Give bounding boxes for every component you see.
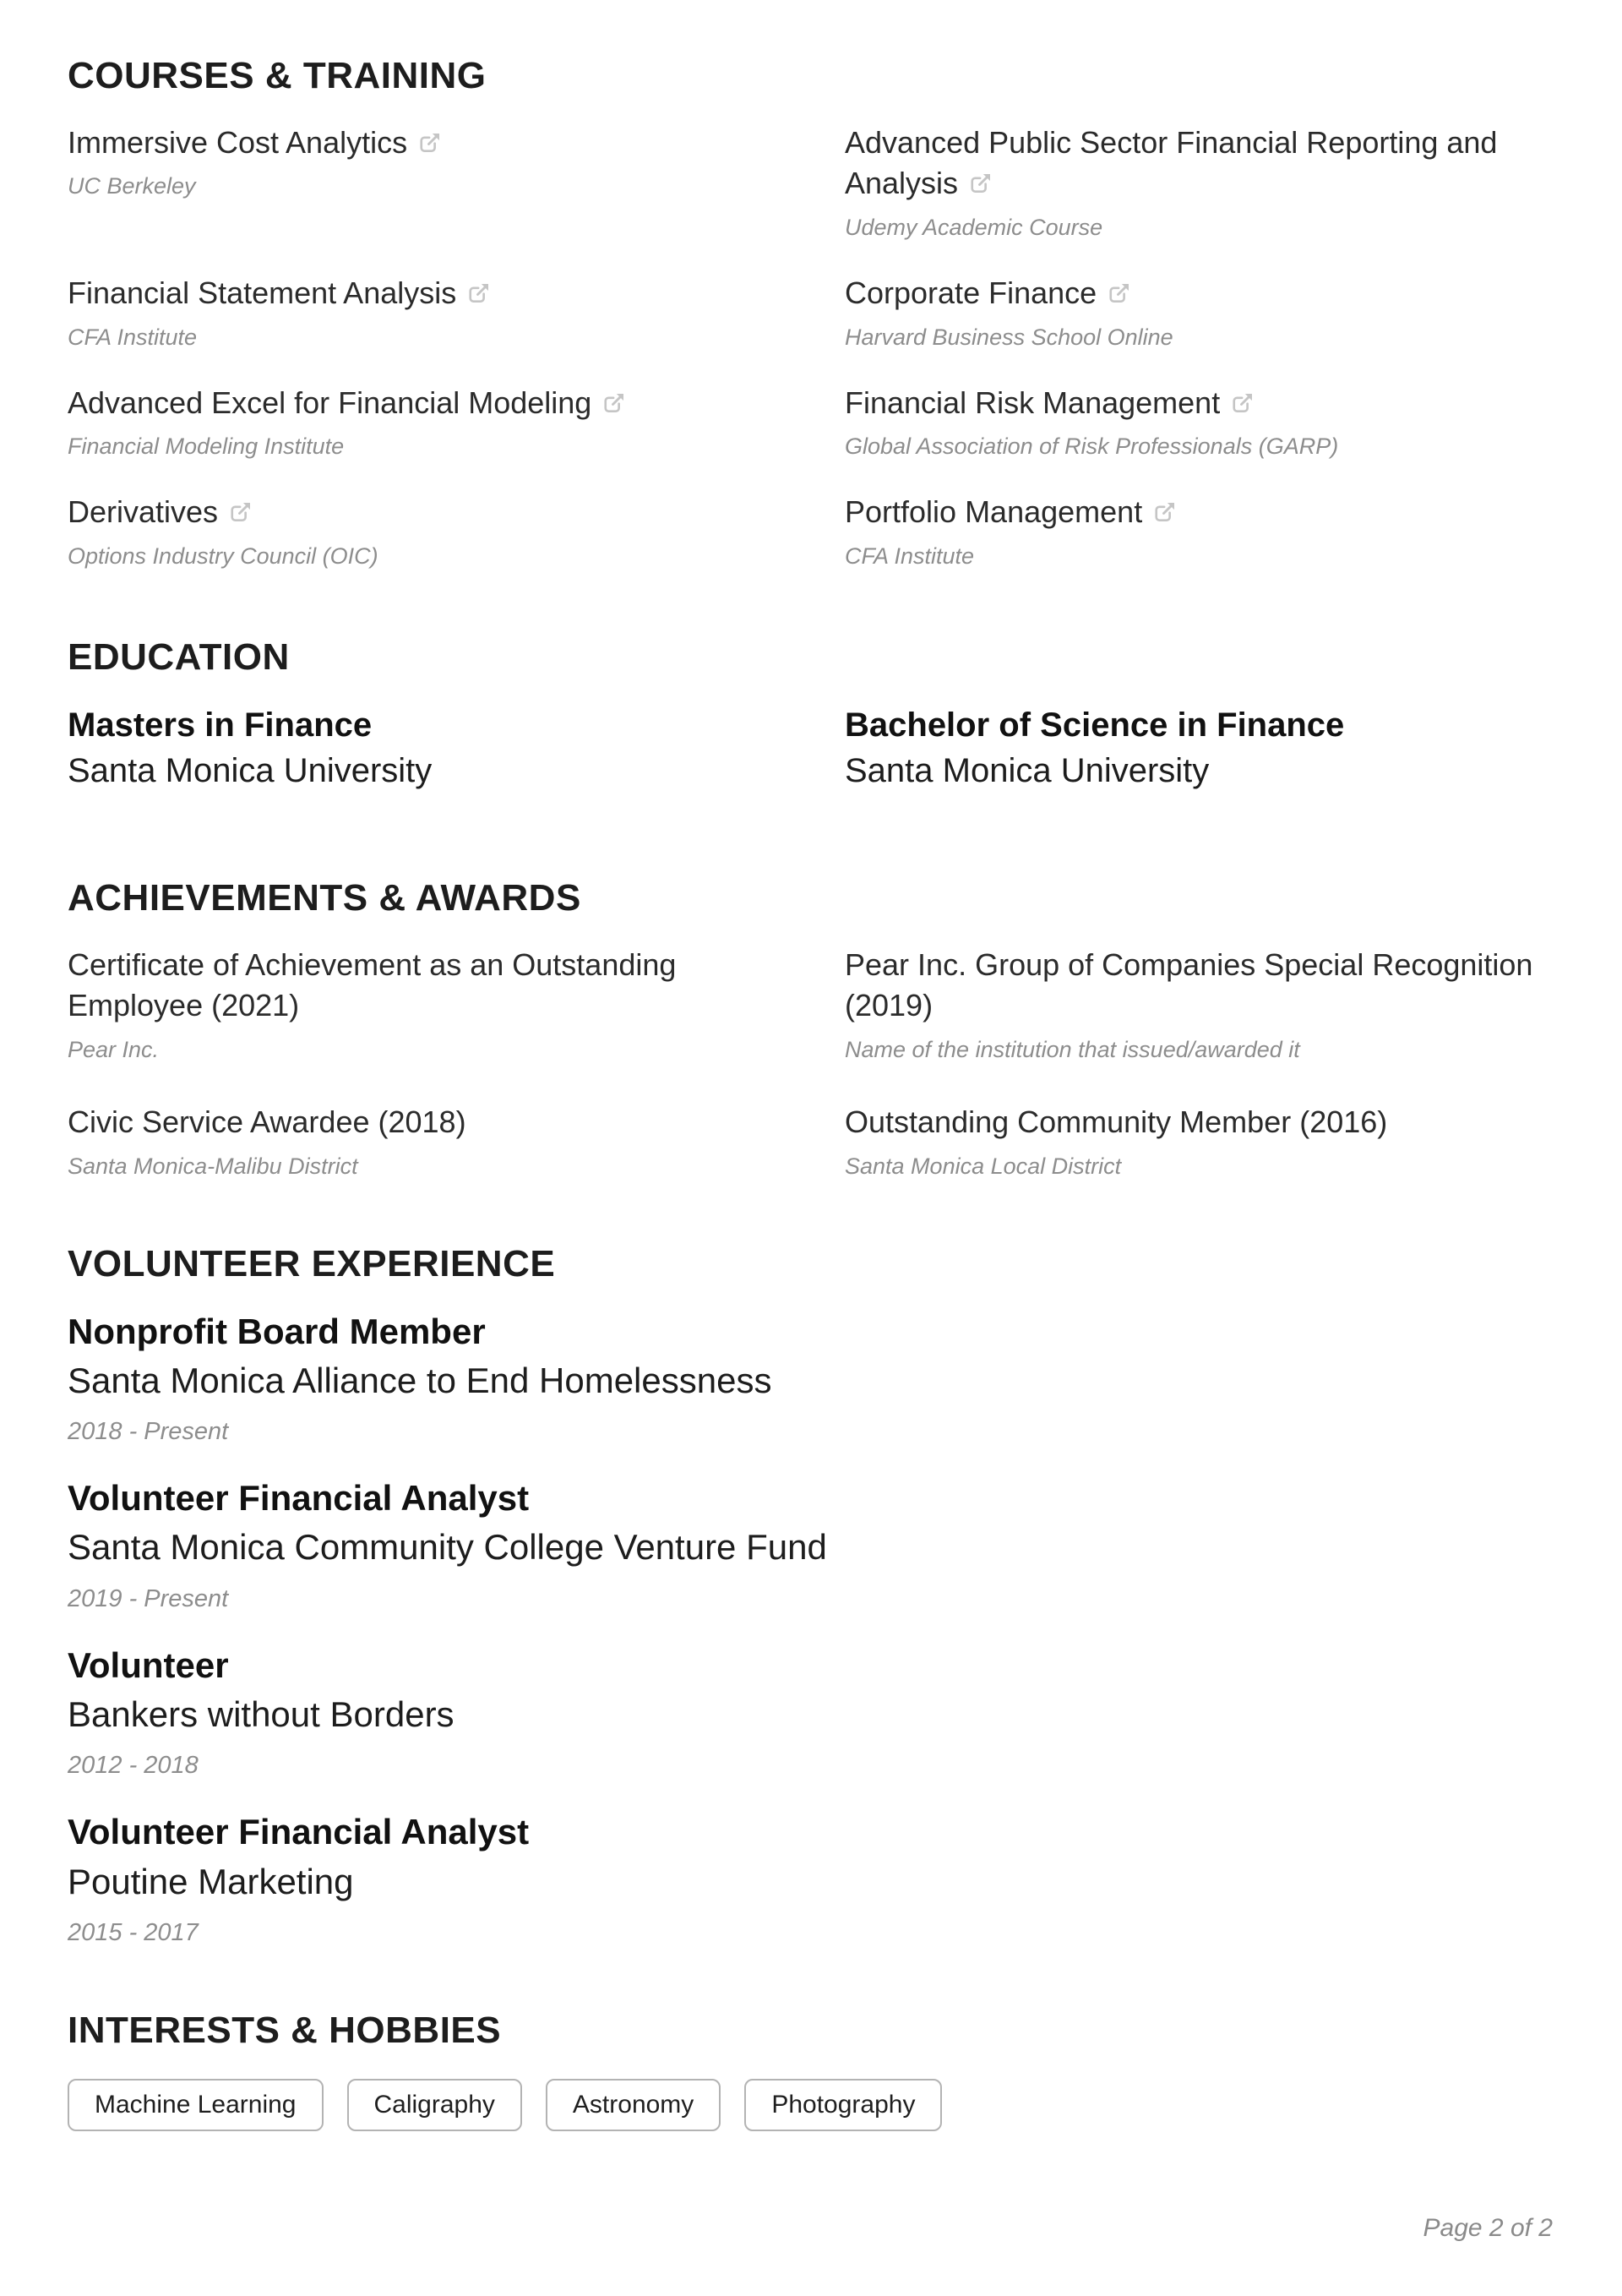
course-item (845, 383, 1554, 462)
course-provider: Financial Modeling Institute (68, 434, 345, 460)
course-item (68, 383, 777, 462)
course-provider: CFA Institute (845, 543, 975, 570)
section-achievements (68, 876, 1554, 1181)
achievement-item (68, 945, 777, 1065)
course-title: Advanced Excel for Financial Modeling (68, 384, 592, 420)
course-title-row (68, 492, 777, 533)
course-provider: Global Association of Risk Professionals (GARP) (845, 434, 1339, 460)
achievement-item (68, 1102, 777, 1181)
volunteer-org: Bankers without Borders (68, 1694, 454, 1735)
external-link-icon[interactable] (228, 494, 253, 520)
interest-tag: Caligraphy (347, 2079, 522, 2131)
volunteer-dates: 2012 - 2018 (68, 1752, 199, 1780)
course-item (68, 123, 777, 243)
course-title: Financial Risk Management (845, 384, 1221, 420)
course-title-row (68, 273, 777, 314)
section-courses (68, 54, 1554, 571)
volunteer-role: Volunteer (68, 1644, 229, 1685)
course-title-row (845, 273, 1554, 314)
achievement-item (845, 945, 1554, 1065)
school-name: Santa Monica University (845, 751, 1210, 789)
volunteer-dates: 2019 - Present (68, 1584, 229, 1612)
achievement-title: Civic Service Awardee (2018) (68, 1104, 466, 1140)
course-title: Derivatives (68, 494, 219, 530)
course-provider: UC Berkeley (68, 173, 196, 199)
education-grid (68, 704, 1554, 792)
volunteer-role: Volunteer Financial Analyst (68, 1812, 530, 1852)
external-link-icon[interactable] (601, 385, 627, 411)
achievement-issuer: Santa Monica Local District (845, 1153, 1122, 1179)
volunteer-org: Poutine Marketing (68, 1861, 354, 1901)
course-provider: CFA Institute (68, 324, 198, 350)
external-link-icon[interactable] (968, 166, 993, 191)
courses-heading: COURSES & TRAINING (68, 55, 487, 96)
course-title: Immersive Cost Analytics (68, 124, 408, 160)
volunteer-entry (68, 1644, 997, 1781)
achievement-item (845, 1102, 1554, 1181)
interest-tags (68, 2079, 1554, 2131)
volunteer-entry (68, 1477, 997, 1614)
education-item (68, 704, 777, 792)
course-title-row (68, 123, 777, 164)
course-title: Advanced Public Sector Financial Reporting and Analysis (845, 124, 1498, 201)
course-title: Corporate Finance (845, 275, 1097, 311)
interests-heading: INTERESTS & HOBBIES (68, 2009, 502, 2051)
achievements-grid (68, 945, 1554, 1181)
achievement-title: Certificate of Achievement as an Outstanding Employee (2021) (68, 946, 677, 1023)
external-link-icon[interactable] (417, 125, 443, 150)
education-item (845, 704, 1554, 792)
course-title: Financial Statement Analysis (68, 275, 457, 311)
course-item (845, 492, 1554, 571)
external-link-icon[interactable] (1152, 494, 1178, 520)
education-heading: EDUCATION (68, 636, 290, 679)
course-item (68, 492, 777, 571)
section-interests (68, 2009, 1554, 2131)
courses-grid (68, 123, 1554, 571)
volunteer-role: Nonprofit Board Member (68, 1311, 486, 1351)
volunteer-role: Volunteer Financial Analyst (68, 1478, 530, 1519)
achievement-issuer: Santa Monica-Malibu District (68, 1153, 358, 1179)
course-provider: Options Industry Council (OIC) (68, 543, 378, 570)
course-provider: Harvard Business School Online (845, 324, 1173, 350)
achievements-heading: ACHIEVEMENTS & AWARDS (68, 876, 581, 919)
volunteer-entry (68, 1311, 997, 1448)
page-number: Page 2 of 2 (1423, 2214, 1553, 2242)
interest-tag: Machine Learning (68, 2079, 324, 2131)
volunteer-dates: 2015 - 2017 (68, 1919, 199, 1947)
interest-tag: Astronomy (546, 2079, 721, 2131)
degree-title: Masters in Finance (68, 706, 373, 744)
external-link-icon[interactable] (1107, 275, 1132, 301)
achievement-issuer: Pear Inc. (68, 1036, 160, 1062)
external-link-icon[interactable] (466, 275, 492, 301)
section-education (68, 635, 1554, 792)
external-link-icon[interactable] (1230, 385, 1255, 411)
course-provider: Udemy Academic Course (845, 214, 1103, 240)
course-item (68, 273, 777, 352)
course-title-row (845, 123, 1554, 205)
interest-tag: Photography (744, 2079, 942, 2131)
degree-title: Bachelor of Science in Finance (845, 706, 1345, 744)
course-title-row (845, 492, 1554, 533)
course-title: Portfolio Management (845, 494, 1143, 530)
course-title-row (845, 383, 1554, 424)
course-item (845, 123, 1554, 243)
volunteer-entry (68, 1811, 997, 1948)
achievement-title: Outstanding Community Member (2016) (845, 1104, 1388, 1140)
volunteer-org: Santa Monica Alliance to End Homelessness (68, 1360, 772, 1400)
volunteer-org: Santa Monica Community College Venture Fund (68, 1527, 827, 1568)
volunteer-heading: VOLUNTEER EXPERIENCE (68, 1242, 556, 1284)
volunteer-dates: 2018 - Present (68, 1418, 229, 1446)
course-item (845, 273, 1554, 352)
course-title-row (68, 383, 777, 424)
school-name: Santa Monica University (68, 751, 433, 789)
section-volunteer (68, 1242, 1554, 1948)
achievement-title: Pear Inc. Group of Companies Special Recognition (2019) (845, 946, 1533, 1023)
achievement-issuer: Name of the institution that issued/awarded it (845, 1036, 1300, 1062)
